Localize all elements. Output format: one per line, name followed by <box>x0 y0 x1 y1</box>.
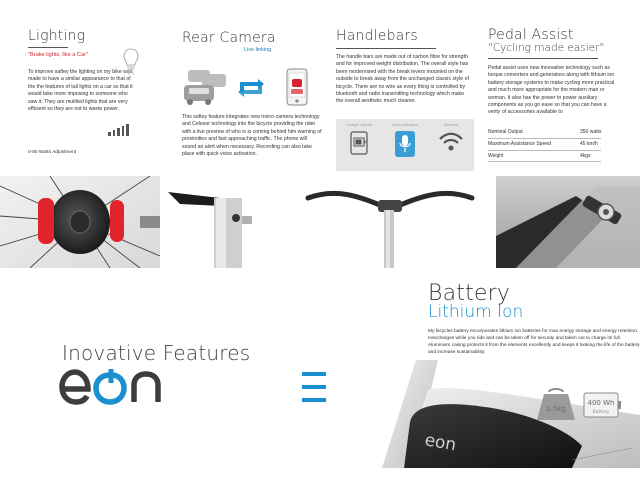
bulb-icon <box>123 48 139 76</box>
features-title: Inovative Features <box>62 341 251 365</box>
battery-section <box>428 281 640 356</box>
divider <box>488 58 598 59</box>
divider <box>336 48 436 49</box>
traffic-cars-icon <box>182 68 230 108</box>
product-photo-strip <box>0 176 640 268</box>
capacity-value: 400 Wh <box>587 399 615 407</box>
lighting-spec: 0-80 Watts Adjustment <box>28 150 77 155</box>
battery-phone-icon <box>350 131 368 155</box>
pedal-crank-photo <box>496 176 640 268</box>
rear-camera-photo <box>160 176 290 268</box>
eon-logo <box>58 365 168 405</box>
spec-label: Weight <box>488 150 580 162</box>
smartphone-icon <box>286 68 308 106</box>
spec-value: 45 km/h <box>580 138 601 150</box>
spec-value: 350 watts <box>580 127 601 138</box>
rear-camera-section <box>182 30 322 158</box>
sync-arrows-icon <box>236 78 266 98</box>
rear-camera-title: Rear Camera <box>182 30 276 46</box>
battery-capacity-icon <box>583 391 623 419</box>
pedal-assist-section <box>488 27 620 159</box>
feature-label: Voice activation <box>391 123 419 127</box>
table-row <box>488 150 601 162</box>
table-row <box>488 138 601 150</box>
feature-wireless <box>428 119 474 171</box>
rear-camera-body: This saftey feature integrates new micro-camera technology and Celesor technology into the bicycle providing the rider with a live preview of who is is coming behind him warning of proximities and fast approaching traffic. The phone will sound an alert when necessary. Recording can also take place with quick voice activation. <box>182 114 322 158</box>
feature-charge <box>336 119 382 171</box>
handlebars-body: The handle bars are made out of carbon fibre for strength and for improved weight distribution. The overall style has been modernised with the break levers mounted on the outside to break away from the unchanged classic style of bicycle. There are no wire as every thing is controlled by bluetooth and radio transmitting technology which make the overall aesthetic much cleaner. <box>336 54 469 105</box>
feature-label: Wireless <box>443 123 459 127</box>
signal-bars-icon <box>108 124 129 136</box>
handlebar-photo <box>290 176 496 268</box>
spec-value: 4kgs <box>580 150 601 162</box>
lighting-section <box>28 28 136 155</box>
menu-lines-icon <box>302 372 326 411</box>
weight-value: 2.5kg <box>546 405 566 413</box>
capacity-label: Battery <box>592 410 610 415</box>
lighting-body: To improve saftey the lighting on my bike was made to have a similar appearance to that of the the features of tail lights on a car so that it would take more imposing to someone who saw it. They are multiled lights that are very efficient so they are not to waste power. <box>28 69 133 113</box>
feature-voice <box>382 119 428 171</box>
handlebars-section <box>336 28 476 127</box>
pedal-assist-title: Pedal Assist <box>488 27 574 43</box>
battery-body: My bicycles battery encorporates lithium ion batteries for max energy storage and energy retention. Insecharges while you ride and can be taken off for security and taken out to charge its full. Aluminium casing protects it from the elements excellently and keeps it looking the life of the battery and increase sustainability. <box>428 329 640 355</box>
table-row <box>488 127 601 138</box>
weight-icon <box>535 386 577 422</box>
pedal-specs-table <box>488 127 601 162</box>
rear-camera-subtitle: Live linking <box>244 47 272 53</box>
lighting-title: Lighting <box>28 28 86 44</box>
pedal-assist-body: Pedal assist uses new innovative technology such as torque converters and generators along with lithium ion battery storage systems to make cycling more practical and much more appropriate for the modern man or woman. It also has the power to power auxiliary components as you go ease so that you can have a verity of accessories available to <box>488 65 615 116</box>
spec-label: Nominal Output <box>488 127 580 138</box>
hub-lights-photo <box>0 176 160 268</box>
spec-label: Maximum Assistance Speed <box>488 138 580 150</box>
handlebars-title: Handlebars <box>336 28 418 44</box>
handlebar-features-panel <box>336 119 474 171</box>
battery-subtitle: Lithium Ion <box>428 302 524 322</box>
wifi-icon <box>438 131 464 153</box>
battery-title: Battery <box>428 281 511 306</box>
feature-label: Charge Lithium <box>346 123 372 127</box>
pedal-assist-quote: "Cycling made easier" <box>488 42 605 54</box>
microphone-icon <box>395 131 415 157</box>
innovative-features-heading <box>62 341 250 365</box>
lighting-tagline: "Brake lights, like a Car" <box>28 52 88 58</box>
frame-logo: eon <box>423 430 458 456</box>
divider <box>28 47 68 48</box>
